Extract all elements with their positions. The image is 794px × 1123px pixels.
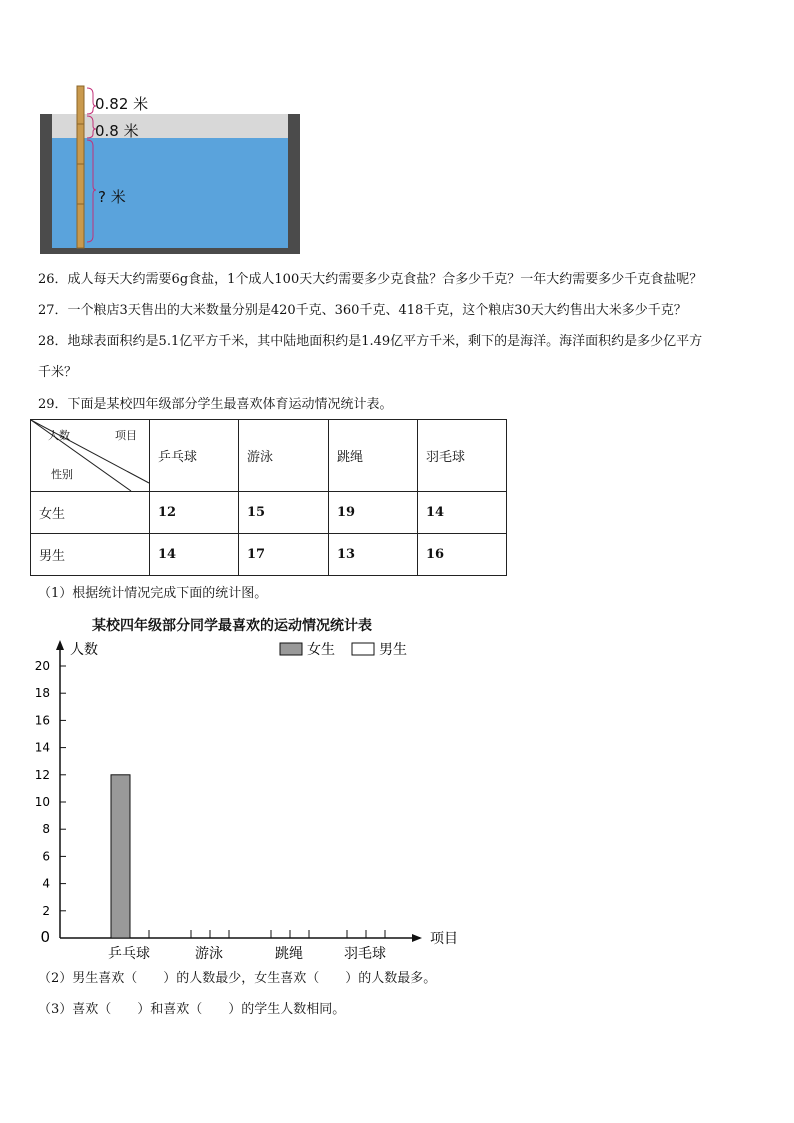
column-header: 羽毛球	[418, 420, 507, 492]
table-cell: 15	[239, 492, 329, 534]
y-tick-label: 18	[34, 686, 50, 701]
label-mid: 0.8 米	[95, 122, 139, 140]
stats-table	[30, 419, 507, 576]
y-axis-label: 人数	[70, 642, 98, 658]
water-layer	[52, 138, 288, 248]
sub-question-2: （2）男生喜欢（ ）的人数最少，女生喜欢（ ）的人数最多。	[38, 971, 437, 986]
sub-question-1: （1）根据统计情况完成下面的统计图。	[38, 586, 268, 601]
table-cell: 14	[150, 534, 239, 576]
x-axis-arrow	[412, 934, 422, 942]
legend-swatch	[352, 643, 374, 655]
sub-question-3: （3）喜欢（ ）和喜欢（ ）的学生人数相同。	[38, 1002, 346, 1017]
label-top: 0.82 米	[95, 95, 149, 113]
x-tick-label: 羽毛球	[344, 946, 386, 962]
table-cell: 19	[329, 492, 418, 534]
x-tick-label: 跳绳	[275, 946, 303, 962]
y-tick-label: 16	[34, 713, 50, 728]
corner-label-item: 项目	[115, 429, 137, 442]
corner-label-gender: 性别	[51, 468, 73, 481]
x-tick-label: 乒乓球	[108, 946, 150, 962]
question-29: 29．下面是某校四年级部分学生最喜欢体育运动情况统计表。	[38, 397, 393, 412]
chart-title: 某校四年级部分同学最喜欢的运动情况统计表	[92, 618, 372, 634]
table-cell: 13	[329, 534, 418, 576]
table-corner-cell	[31, 420, 150, 492]
legend-swatch	[280, 643, 302, 655]
water-tank-figure	[40, 84, 300, 256]
y-tick-label: 4	[42, 876, 50, 891]
table-cell: 16	[418, 534, 507, 576]
column-header: 跳绳	[329, 420, 418, 492]
bar-chart	[0, 630, 520, 970]
label-bottom: ? 米	[98, 188, 126, 206]
table-row	[31, 534, 507, 576]
y-tick-label: 12	[34, 767, 50, 782]
question-26: 26．成人每天大约需要6g食盐，1个成人100天大约需要多少克食盐？合多少千克？一年大约需要多少千克食盐呢？	[38, 272, 703, 287]
legend-label: 男生	[379, 642, 407, 658]
y-tick-label: 14	[34, 740, 50, 755]
column-header: 游泳	[239, 420, 329, 492]
column-header: 乒乓球	[150, 420, 239, 492]
mud-layer	[52, 114, 288, 138]
y-tick-label: 20	[34, 659, 50, 673]
row-label: 女生	[31, 492, 150, 534]
row-label: 男生	[31, 534, 150, 576]
y-tick-label: 2	[42, 903, 50, 918]
bamboo-pole	[77, 86, 84, 248]
corner-label-people: 人数	[48, 429, 70, 442]
x-tick-label: 游泳	[195, 946, 223, 962]
legend-label: 女生	[307, 642, 335, 658]
x-axis-label: 项目	[430, 931, 458, 947]
table-cell: 17	[239, 534, 329, 576]
table-cell: 14	[418, 492, 507, 534]
bar-female	[111, 775, 130, 938]
table-header-row	[31, 420, 507, 492]
table-cell: 12	[150, 492, 239, 534]
question-28-line1: 28．地球表面积约是5.1亿平方千米，其中陆地面积约是1.49亿平方千米，剩下的是海洋。海洋面积约是多少亿平方	[38, 334, 703, 349]
y-tick-label: 8	[42, 822, 50, 837]
y-axis-arrow	[56, 640, 64, 650]
y-tick-label: 10	[34, 795, 50, 809]
question-27: 27．一个粮店3天售出的大米数量分别是420千克、360千克、418千克，这个粮店30天大约售出大米多少千克？	[38, 303, 687, 318]
question-28-line2: 千米？	[38, 365, 78, 380]
table-row	[31, 492, 507, 534]
y-tick-label: 6	[42, 849, 50, 864]
y-tick-label: 0	[40, 928, 50, 946]
